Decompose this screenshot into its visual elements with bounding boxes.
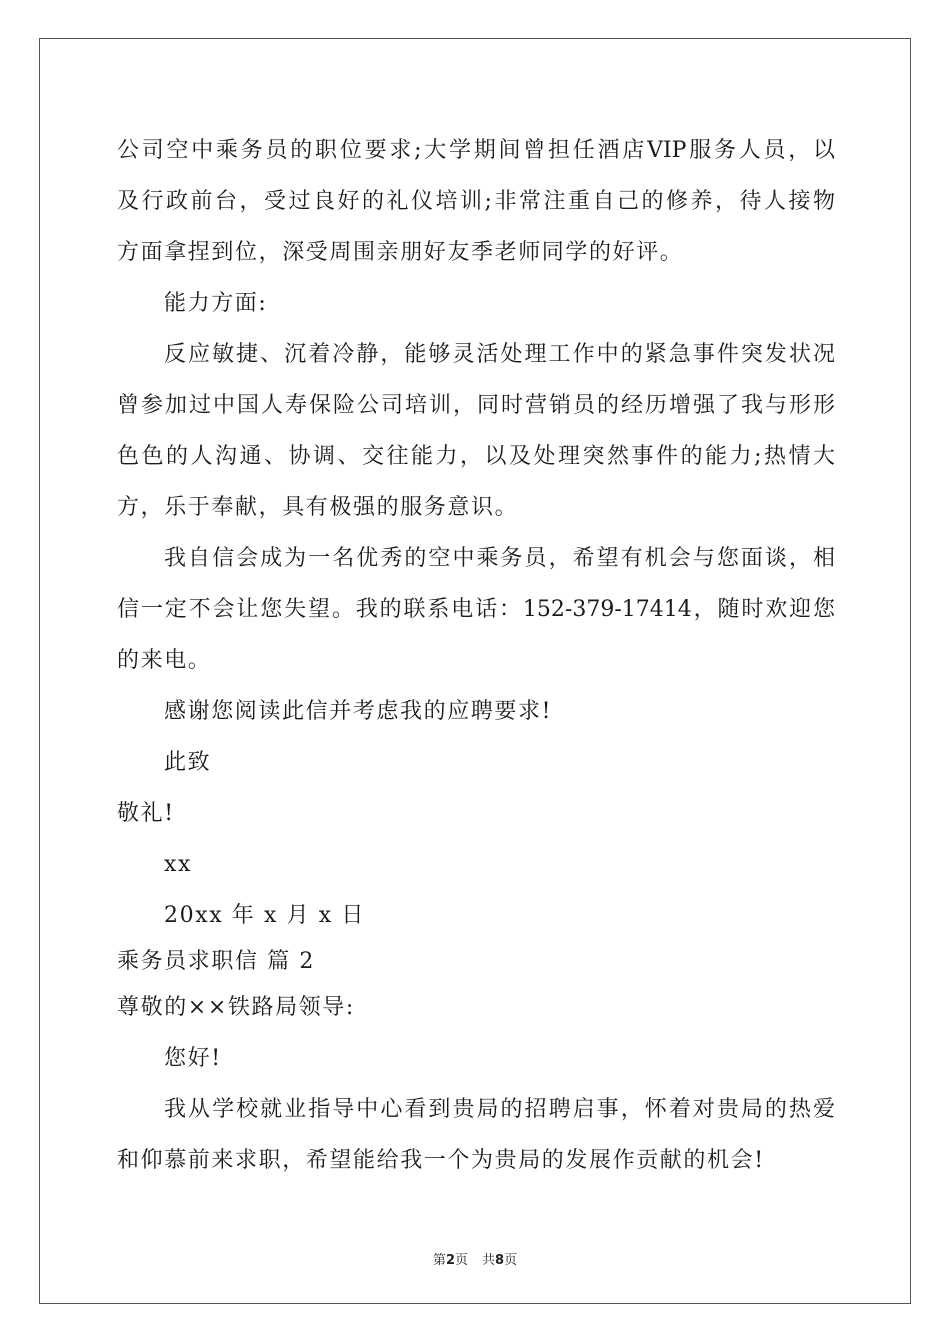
letter-greeting: 尊敬的××铁路局领导: [117,995,355,1020]
total-pages: 8 [495,1253,505,1268]
total-suffix: 页 [504,1253,518,1268]
paragraph-line: 方，乐于奉献，具有极强的服务意识。 [117,495,519,520]
page-prefix: 第 [432,1253,446,1268]
total-prefix: 共 [482,1253,496,1268]
paragraph-line: 色色的人沟通、协调、交往能力，以及处理突然事件的能力;热情大 [117,444,835,469]
section-heading-ability: 能力方面: [164,291,268,316]
signature-name: xx [164,852,193,877]
paragraph-line: 信一定不会让您失望。我的联系电话：152-379-17414，随时欢迎您 [117,597,835,622]
paragraph-line: 和仰慕前来求职，希望能给我一个为贵局的发展作贡献的机会! [117,1148,765,1173]
page-number: 2 [445,1253,455,1268]
paragraph-line: 的来电。 [117,648,212,673]
closing-respect: 敬礼! [117,801,175,826]
letter-title-2: 乘务员求职信 篇 2 [117,949,315,974]
letter-body [117,130,835,1191]
paragraph-line: 公司空中乘务员的职位要求;大学期间曾担任酒店VIP服务人员，以 [117,138,835,163]
paragraph-line: 曾参加过中国人寿保险公司培训，同时营销员的经历增强了我与形形 [117,393,835,418]
paragraph-line: 反应敏捷、沉着冷静，能够灵活处理工作中的紧急事件突发状况 [164,342,835,367]
closing-thanks: 感谢您阅读此信并考虑我的应聘要求! [164,699,553,724]
page-suffix: 页 [454,1253,468,1268]
signature-date: 20xx 年 x 月 x 日 [164,903,365,928]
page-footer [0,1249,950,1268]
closing-salutation: 此致 [164,750,212,775]
paragraph-line: 及行政前台，受过良好的礼仪培训;非常注重自己的修养，待人接物 [117,189,835,214]
paragraph-line: 方面拿捏到位，深受周围亲朋好友季老师同学的好评。 [117,240,684,265]
paragraph-line: 我自信会成为一名优秀的空中乘务员，希望有机会与您面谈，相 [164,546,835,571]
paragraph-line: 我从学校就业指导中心看到贵局的招聘启事，怀着对贵局的热爱 [164,1097,835,1122]
greeting-hello: 您好! [164,1046,222,1071]
